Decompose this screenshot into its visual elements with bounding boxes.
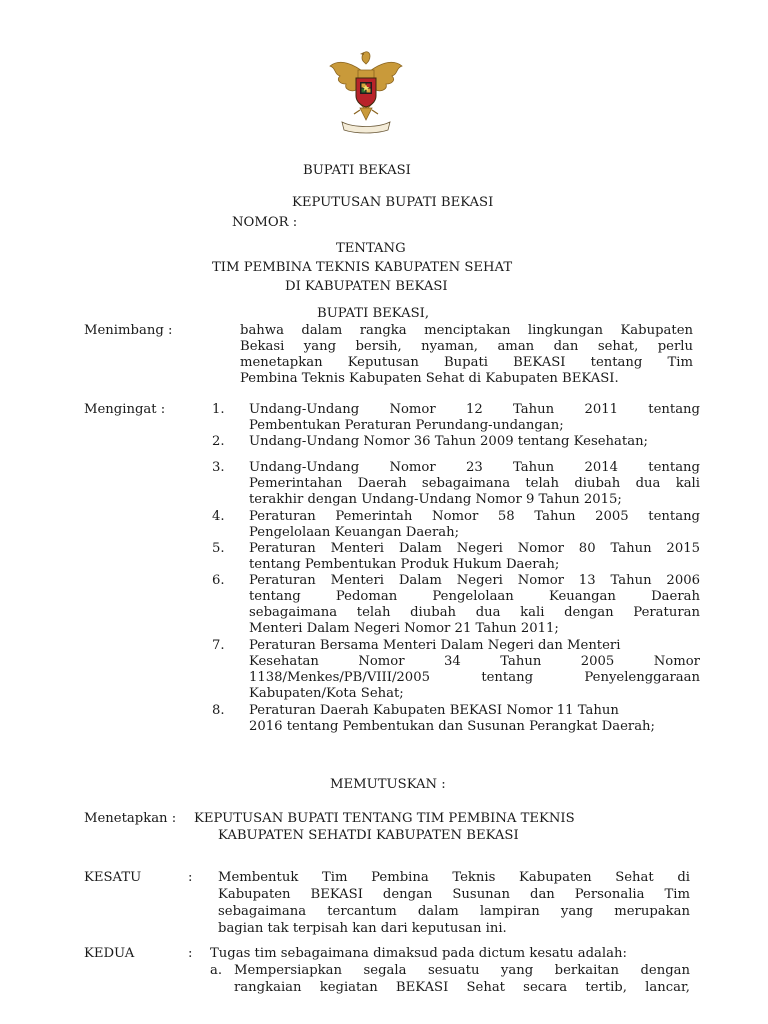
mengingat-label: Mengingat : bbox=[84, 402, 166, 417]
item-line: Peraturan Menteri Dalam Negeri Nomor 80 Tahun 2015 bbox=[249, 541, 700, 556]
item-number: 3. bbox=[212, 460, 225, 475]
item-line: tentang Pembentukan Produk Hukum Daerah; bbox=[249, 557, 560, 572]
authority-heading: BUPATI BEKASI, bbox=[317, 306, 430, 321]
issuer-heading: BUPATI BEKASI bbox=[303, 163, 411, 178]
item-line: Peraturan Pemerintah Nomor 58 Tahun 2005 tentang bbox=[249, 509, 700, 524]
kedua-intro: Tugas tim sebagaimana dimaksud pada dictum kesatu adalah: bbox=[210, 946, 627, 961]
kesatu-line: sebagaimana tercantum dalam lampiran yang merupakan bbox=[218, 904, 690, 919]
item-line: Pemerintahan Daerah sebagaimana telah diubah dua kali bbox=[249, 476, 700, 491]
garuda-emblem bbox=[326, 44, 406, 136]
menimbang-label: Menimbang : bbox=[84, 323, 173, 338]
item-line: Undang-Undang Nomor 36 Tahun 2009 tentang Kesehatan; bbox=[249, 434, 649, 449]
about-label: TENTANG bbox=[336, 241, 406, 256]
item-number: 2. bbox=[212, 434, 225, 449]
kesatu-label: KESATU bbox=[84, 870, 142, 885]
item-line: Pengelolaan Keuangan Daerah; bbox=[249, 525, 460, 540]
menetapkan-line-1: KEPUTUSAN BUPATI TENTANG TIM PEMBINA TEKNIS bbox=[194, 811, 575, 826]
menimbang-line: Pembina Teknis Kabupaten Sehat di Kabupaten BEKASI. bbox=[240, 371, 619, 386]
menimbang-line: Bekasi yang bersih, nyaman, aman dan sehat, perlu bbox=[240, 339, 693, 354]
item-number: 5. bbox=[212, 541, 225, 556]
item-number: 4. bbox=[212, 509, 225, 524]
item-line: Pembentukan Peraturan Perundang-undangan; bbox=[249, 418, 564, 433]
kesatu-line: Membentuk Tim Pembina Teknis Kabupaten Sehat di bbox=[218, 870, 690, 885]
item-line: Peraturan Bersama Menteri Dalam Negeri dan Menteri bbox=[249, 638, 621, 653]
item-line: Kabupaten/Kota Sehat; bbox=[249, 686, 404, 701]
decree-number-label: NOMOR : bbox=[232, 215, 298, 230]
item-line: Peraturan Menteri Dalam Negeri Nomor 13 Tahun 2006 bbox=[249, 573, 700, 588]
menetapkan-label: Menetapkan : bbox=[84, 811, 177, 826]
item-line: Peraturan Daerah Kabupaten BEKASI Nomor 11 Tahun bbox=[249, 703, 619, 718]
item-line: 1138/Menkes/PB/VIII/2005 tentang Penyelenggaraan bbox=[249, 670, 700, 685]
item-line: Undang-Undang Nomor 23 Tahun 2014 tentang bbox=[249, 460, 700, 475]
kesatu-line: Kabupaten BEKASI dengan Susunan dan Personalia Tim bbox=[218, 887, 690, 902]
kedua-colon: : bbox=[188, 946, 193, 961]
kesatu-line: bagian tak terpisah kan dari keputusan ini. bbox=[218, 921, 507, 936]
item-line: tentang Pedoman Pengelolaan Keuangan Daerah bbox=[249, 589, 700, 604]
memutuskan-heading: MEMUTUSKAN : bbox=[330, 777, 446, 792]
item-number: 6. bbox=[212, 573, 225, 588]
item-line: Menteri Dalam Negeri Nomor 21 Tahun 2011; bbox=[249, 621, 559, 636]
menimbang-line: bahwa dalam rangka menciptakan lingkungan Kabupaten bbox=[240, 323, 693, 338]
kedua-item-a-marker: a. bbox=[210, 963, 223, 978]
menetapkan-line-2: KABUPATEN SEHATDI KABUPATEN BEKASI bbox=[218, 828, 519, 843]
item-number: 1. bbox=[212, 402, 225, 417]
item-line: sebagaimana telah diubah dua kali dengan Peraturan bbox=[249, 605, 700, 620]
item-line: 2016 tentang Pembentukan dan Susunan Perangkat Daerah; bbox=[249, 719, 655, 734]
item-number: 7. bbox=[212, 638, 225, 653]
decree-title: KEPUTUSAN BUPATI BEKASI bbox=[292, 195, 494, 210]
kesatu-colon: : bbox=[188, 870, 193, 885]
menimbang-line: menetapkan Keputusan Bupati BEKASI tentang Tim bbox=[240, 355, 693, 370]
kedua-item-a-line: Mempersiapkan segala sesuatu yang berkaitan dengan bbox=[234, 963, 690, 978]
item-line: Undang-Undang Nomor 12 Tahun 2011 tentang bbox=[249, 402, 700, 417]
kedua-item-a-line: rangkaian kegiatan BEKASI Sehat secara tertib, lancar, bbox=[234, 980, 690, 995]
subject-line-2: DI KABUPATEN BEKASI bbox=[285, 279, 448, 294]
subject-line-1: TIM PEMBINA TEKNIS KABUPATEN SEHAT bbox=[212, 260, 513, 275]
kedua-label: KEDUA bbox=[84, 946, 135, 961]
item-line: terakhir dengan Undang-Undang Nomor 9 Tahun 2015; bbox=[249, 492, 622, 507]
item-number: 8. bbox=[212, 703, 225, 718]
item-line: Kesehatan Nomor 34 Tahun 2005 Nomor bbox=[249, 654, 700, 669]
